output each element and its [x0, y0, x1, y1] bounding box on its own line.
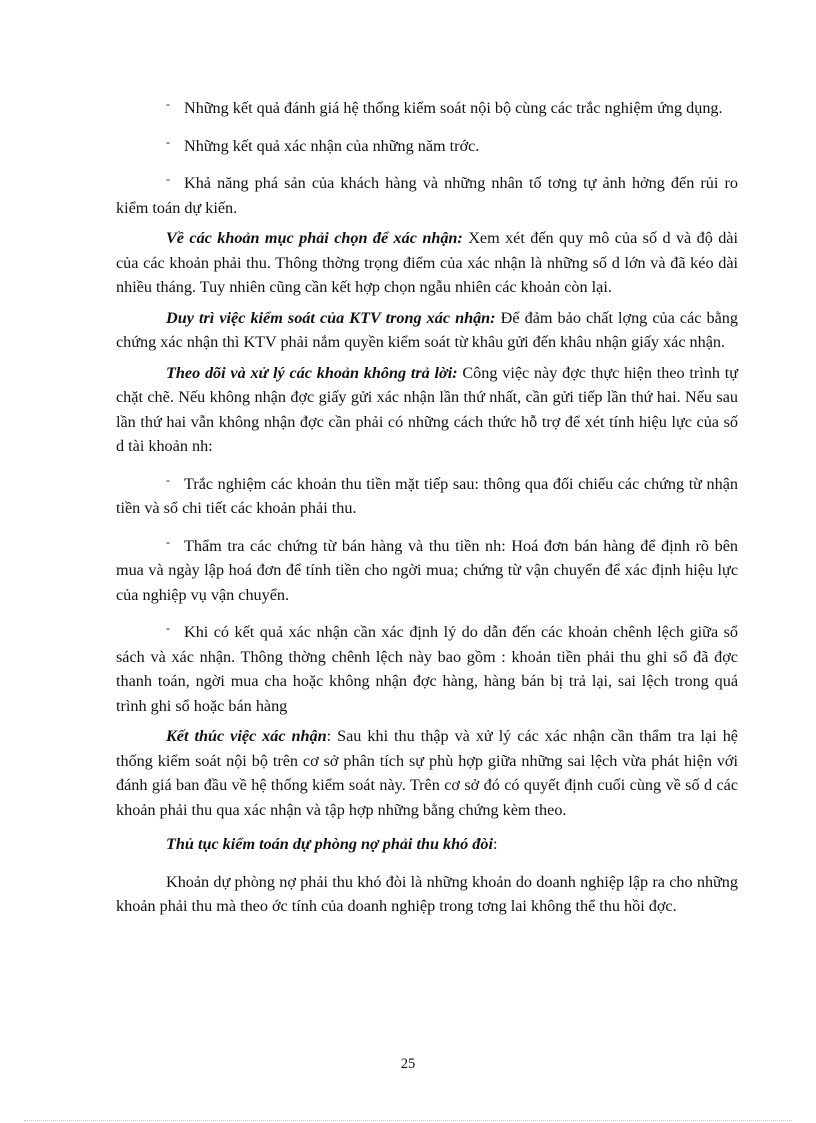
bullet-paragraph [116, 134, 738, 159]
bullet-marker: - [166, 97, 170, 111]
paragraph-lead: Về các khoản mục phải chọn để xác nhận: [166, 229, 463, 247]
paragraph-text: : Sau khi thu thập và xử lý các xác nhận cần thẩm tra lại hệ thống kiểm soát nội bộ trên cơ sở phân tích sự phù hợp giữa những sai lệch vừa phát hiện với đánh giá ban đầu về hệ thống kiểm soát này. Trên cơ sở đó có quyết định cuối cùng về số d các khoản phải thu qua xác nhận và tập hợp những bằng chứng kèm theo. [116, 727, 738, 819]
section-paragraph [116, 306, 738, 355]
bullet-paragraph [116, 171, 738, 220]
footer-divider [24, 1120, 792, 1121]
page-body [116, 96, 738, 919]
section-heading [116, 832, 738, 857]
heading-lead: Thủ tục kiểm toán dự phòng nợ phải thu khó đòi [166, 835, 493, 853]
section-paragraph [116, 226, 738, 300]
bullet-marker: - [166, 621, 170, 635]
body-paragraph [116, 870, 738, 919]
paragraph-lead: Kết thúc việc xác nhận [166, 727, 327, 745]
paragraph-text: Công việc này đợc thực hiện theo trình tự chặt chẽ. Nếu không nhận đợc giấy gửi xác nhận lần thứ nhất, cần gửi tiếp lần thứ hai. Nếu sau lần thứ hai vẫn không nhận đợc cần phải có những cách thức hỗ trợ để xét tính hiệu lực của số d tài khoản nh: [116, 363, 738, 455]
bullet-text: Thẩm tra các chứng từ bán hàng và thu tiền nh: Hoá đơn bán hàng để định rõ bên mua và ngày lập hoá đơn để tính tiền cho ngời mua; chứng từ vận chuyển để xác định hiệu lực của nghiệp vụ vận chuyển. [116, 536, 738, 604]
page-number: 25 [400, 1056, 416, 1072]
paragraph-lead: Duy trì việc kiểm soát của KTV trong xác nhận: [166, 308, 496, 327]
heading-text: : [492, 835, 498, 853]
bullet-marker: - [166, 172, 170, 186]
bullet-paragraph [116, 472, 738, 521]
bullet-paragraph [116, 96, 738, 121]
paragraph-text: Để đảm bảo chất lợng của các bằng chứng xác nhận thì KTV phải nắm quyền kiểm soát từ khâu gửi đến khâu nhận giấy xác nhận. [116, 308, 738, 351]
bullet-text: Những kết quả xác nhận của những năm trớc. [184, 136, 480, 155]
bullet-marker: - [166, 534, 170, 549]
bullet-paragraph [116, 620, 738, 718]
bullet-text: Những kết quả đánh giá hệ thống kiểm soát nội bộ cùng các trắc nghiệm ứng dụng. [184, 99, 723, 117]
section-paragraph [116, 724, 738, 822]
bullet-marker: - [166, 472, 170, 487]
bullet-marker: - [166, 134, 170, 149]
bullet-text: Khả năng phá sản của khách hàng và những nhân tố tơng tự ảnh hởng đến rủi ro kiểm toán dự kiến. [116, 174, 738, 217]
section-paragraph [116, 361, 738, 459]
paragraph-text: Xem xét đến quy mô của số d và độ dài của các khoản phải thu. Thông thờng trọng điểm của xác nhận là những số d lớn và đã kéo dài nhiều tháng. Tuy nhiên cũng cần kết hợp chọn ngẫu nhiên các khoản còn lại. [116, 229, 738, 296]
paragraph-text: Khoản dự phòng nợ phải thu khó đòi là những khoản do doanh nghiệp lập ra cho những khoản phải thu mà theo ớc tính của doanh nghiệp trong tơng lai không thể thu hồi đợc. [116, 872, 738, 915]
bullet-paragraph [116, 534, 738, 608]
paragraph-lead: Theo dõi và xử lý các khoản không trả lời: [166, 363, 458, 382]
bullet-text: Trắc nghiệm các khoản thu tiền mặt tiếp sau: thông qua đối chiếu các chứng từ nhận tiền và sổ chi tiết các khoản phải thu. [116, 474, 738, 517]
bullet-text: Khi có kết quả xác nhận cần xác định lý do dẫn đến các khoản chênh lệch giữa sổ sách và xác nhận. Thông thờng chênh lệch này bao gồm : khoản tiền phải thu ghi sổ đã đợc thanh toán, ngời mua cha hoặc không nhận đợc hàng, hàng bán bị trả lại, sai lệch trong quá trình ghi sổ hoặc bán hàng [116, 623, 738, 715]
